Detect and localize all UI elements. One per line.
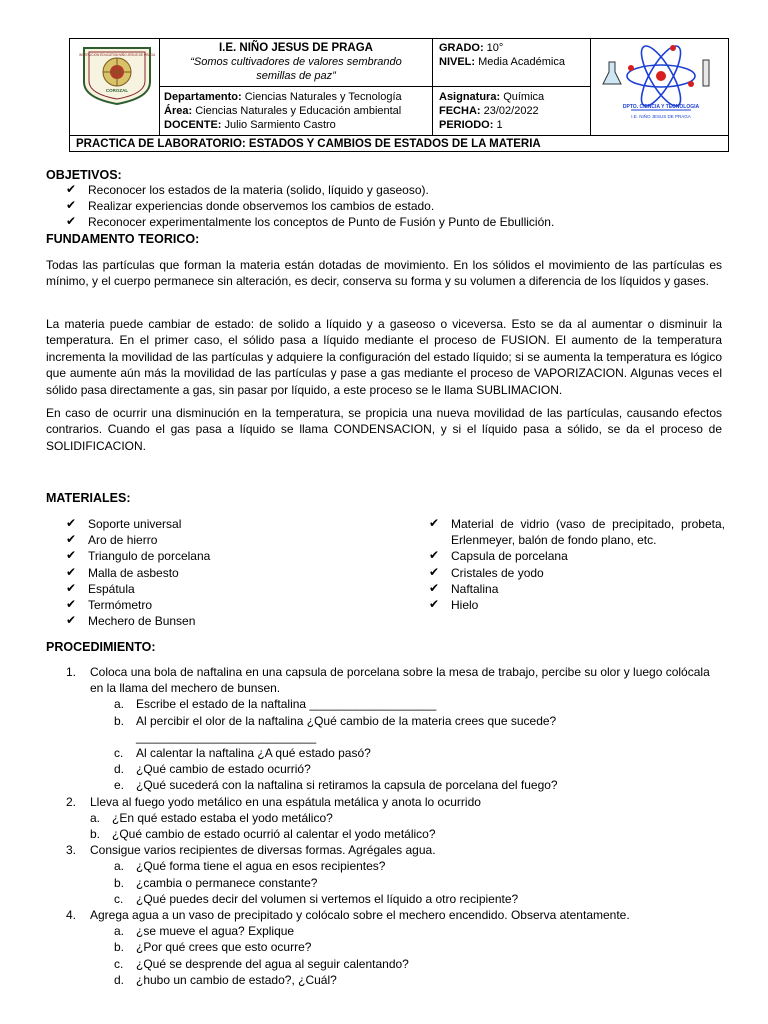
check-icon: ✔ [429,516,440,530]
procedure-substep [66,745,726,761]
fecha-label: FECHA: [439,105,481,117]
check-icon: ✔ [66,580,77,595]
fundamento-paragraph-1: Todas las partículas que forman la materia están dotadas de movimiento. En los sólidos el movimiento de las partículas es mínimo, y el cuerpo permanece sin alteración, es decir, conserva su forma y su volumen a diferencia de los líquidos y gases. [46,258,722,289]
list-item [429,581,725,597]
list-item [429,597,725,613]
material-text: Hielo [451,598,479,613]
material-text: Naftalina [451,581,499,596]
departamento [164,90,402,104]
substep-letter: b. [114,940,125,955]
substep-text: Escribe el estado de la naftalina ___________________ [136,697,437,712]
list-item [66,532,396,548]
check-icon: ✔ [66,597,77,612]
check-icon: ✔ [66,532,77,547]
logo-left-bottom-text: COROZAL [105,88,129,93]
docente-label: DOCENTE: [164,119,222,131]
step-number: 3. [66,843,77,858]
substep-text: ¿hubo un cambio de estado?, ¿Cuál? [136,972,337,987]
divider [590,38,591,135]
check-icon: ✔ [66,564,77,579]
objetivos-section [46,168,722,246]
grado-value: 10° [486,42,504,54]
list-item [66,548,396,564]
substep-letter: c. [114,746,124,761]
substep-letter: a. [90,810,101,825]
list-item [66,214,722,230]
substep-text: Al percibir el olor de la naftalina ¿Qué cambio de la materia crees que sucede? ___________________________ [136,713,557,744]
substep-text: ¿Qué puedes decir del volumen si vertemos el líquido a otro recipiente? [136,891,519,906]
logo-left-ring-text: INSTITUCION EDUCATIVA NIÑO JESUS DE PRAGA [78,53,156,57]
step-text: Agrega agua a un vaso de precipitado y colócalo sobre el mechero encendido. Observa atentamente. [90,908,630,923]
procedure-step [66,907,726,923]
materiales-right-list [429,516,725,613]
step-number: 4. [66,908,77,923]
nivel [439,55,565,69]
list-item [66,198,722,214]
substep-text: ¿cambia o permanece constante? [136,875,318,890]
procedure-step [66,794,726,810]
procedure-substep [66,777,726,793]
substep-letter: e. [114,778,125,793]
list-item [429,565,725,581]
area [164,104,401,118]
logo-right-line1: DPTO. CIENCIA Y TECNOLOGIA [622,104,700,110]
material-text: Triangulo de porcelana [88,549,211,564]
substep-letter: a. [114,859,125,874]
check-icon: ✔ [429,580,440,595]
material-text: Cristales de yodo [451,565,544,580]
procedure-substep [66,696,726,712]
substep-text: ¿se mueve el agua? Explique [136,924,295,939]
school-name: I.E. NIÑO JESUS DE PRAGA [218,42,373,54]
procedimiento-list [66,664,726,988]
divider [69,135,729,136]
periodo-value: 1 [496,119,503,131]
asignatura [439,90,544,104]
procedure-substep [66,761,726,777]
procedure-substep [66,713,726,745]
substep-letter: d. [114,762,125,777]
motto-line2: semillas de paz” [256,70,336,82]
grado [439,41,503,55]
procedure-step [66,664,726,696]
substep-text: ¿Qué cambio de estado ocurrió? [136,762,311,777]
area-value: Ciencias Naturales y Educación ambiental [195,105,402,117]
check-icon: ✔ [66,182,77,196]
list-item [66,565,396,581]
check-icon: ✔ [66,198,77,213]
procedure-substep [66,810,726,826]
procedure-substep [66,826,726,842]
procedure-substep [66,891,726,907]
school-seal-logo [76,42,158,106]
docente-value: Julio Sarmiento Castro [224,119,336,131]
list-item [429,548,725,564]
objetivos-title: OBJETIVOS: [46,168,122,182]
procedimiento-title: PROCEDIMIENTO: [46,640,156,654]
check-icon: ✔ [66,613,77,628]
objetivo-text: Reconocer experimentalmente los conceptos de Punto de Fusión y Punto de Ebullición. [88,215,555,230]
material-text: Espátula [88,581,135,596]
objetivo-text: Reconocer los estados de la materia (solido, líquido y gaseoso). [88,183,429,197]
substep-letter: b. [90,827,101,842]
substep-text: ¿En qué estado estaba el yodo metálico? [112,810,333,825]
substep-text: ¿Qué sucederá con la naftalina si retiramos la capsula de porcelana del fuego? [136,778,558,793]
material-text: Soporte universal [88,517,182,531]
materiales-title: MATERIALES: [46,491,131,505]
list-item [66,581,396,597]
procedure-substep [66,923,726,939]
list-item [429,516,725,548]
fundamento-paragraph-2: La materia puede cambiar de estado: de solido a líquido y a gaseoso o viceversa. Esto se da al aumentar o disminuir la temperatura. En el primer caso, el sólido pasa a líquido mediante el proceso de FUSION. El aumento de la temperatura incrementa la movilidad de las partículas y adquiere la configuración del estado líquido; si se aumenta la temperatura es lógico que aumente aún más la movilidad de las partículas y pase a gas mediante el proceso de VAPORIZACION. Algunas veces el sólido pasa directamente a gas, sin pasar por líquido, a este proceso se le llama SUBLIMACION. [46,317,722,397]
docente [164,118,336,132]
material-text: Mechero de Bunsen [88,614,196,629]
material-text: Aro de hierro [88,533,158,548]
material-text: Termómetro [88,598,153,613]
procedure-substep [66,875,726,891]
material-text: Malla de asbesto [88,565,179,580]
fundamento-title: FUNDAMENTO TEORICO: [46,231,200,246]
procedure-substep [66,858,726,874]
procedure-substep [66,972,726,988]
step-text: Consigue varios recipientes de diversas formas. Agrégales agua. [90,843,436,858]
substep-letter: a. [114,924,125,939]
divider [159,86,590,87]
fecha-value: 23/02/2022 [483,105,539,117]
list-item [66,613,396,629]
step-number: 2. [66,794,77,809]
materiales-left-list [66,516,396,629]
logo-right-line2: I.E. NIÑO JESUS DE PRAGA [631,114,691,119]
step-text: Coloca una bola de naftalina en una capsula de porcelana sobre la mesa de trabajo, percibe su olor y luego colócala en la llama del mechero de bunsen. [90,665,710,696]
substep-letter: b. [114,875,125,890]
asignatura-value: Química [503,91,545,103]
check-icon: ✔ [66,516,77,530]
motto-line1: “Somos cultivadores de valores sembrando [190,56,402,68]
substep-letter: b. [114,713,125,728]
substep-text: ¿Por qué crees que esto ocurre? [136,940,312,955]
practice-title: PRACTICA DE LABORATORIO: ESTADOS Y CAMBIOS DE ESTADOS DE LA MATERIA [76,138,541,150]
check-icon: ✔ [429,548,440,563]
material-text: Material de vidrio (vaso de precipitado, probeta, Erlenmeyer, balón de fondo plano, etc. [451,517,725,548]
list-item [66,516,396,532]
substep-letter: a. [114,697,125,712]
objetivo-text: Realizar experiencias donde observemos los cambios de estado. [88,199,435,214]
list-item [66,597,396,613]
objetivos-list [46,182,722,231]
area-label: Área: [164,105,193,117]
substep-letter: d. [114,972,125,987]
periodo [439,118,503,132]
fundamento-paragraph-3: En caso de ocurrir una disminución en la temperatura, se propicia una nueva movilidad de las partículas, causando efectos contrarios. Cuando el gas pasa a líquido se llama CONDENSACION, y si el líquido pasa a sólido, se da el proceso de SOLIDIFICACION. [46,406,722,453]
asignatura-label: Asignatura: [439,91,501,103]
check-icon: ✔ [66,548,77,563]
procedure-substep [66,939,726,955]
substep-text: ¿Qué forma tiene el agua en esos recipientes? [136,859,386,874]
step-number: 1. [66,665,77,679]
step-text: Lleva al fuego yodo metálico en una espátula metálica y anota lo ocurrido [90,794,481,809]
departamento-label: Departamento: [164,91,242,103]
fecha [439,104,539,118]
grado-label: GRADO: [439,42,484,54]
nivel-value: Media Académica [478,56,565,68]
list-item [66,182,722,198]
check-icon: ✔ [429,597,440,612]
material-text: Capsula de porcelana [451,549,568,564]
procedure-substep [66,956,726,972]
substep-text: ¿Qué cambio de estado ocurrió al calentar el yodo metálico? [112,827,436,842]
substep-letter: c. [114,891,124,906]
check-icon: ✔ [66,214,77,229]
departamento-value: Ciencias Naturales y Tecnología [244,91,402,103]
check-icon: ✔ [429,564,440,579]
periodo-label: PERIODO: [439,119,494,131]
procedure-step [66,842,726,858]
nivel-label: NIVEL: [439,56,476,68]
substep-text: Al calentar la naftalina ¿A qué estado pasó? [136,746,371,761]
substep-text: ¿Qué se desprende del agua al seguir calentando? [136,956,409,971]
substep-letter: c. [114,956,124,971]
science-department-logo [595,42,725,128]
